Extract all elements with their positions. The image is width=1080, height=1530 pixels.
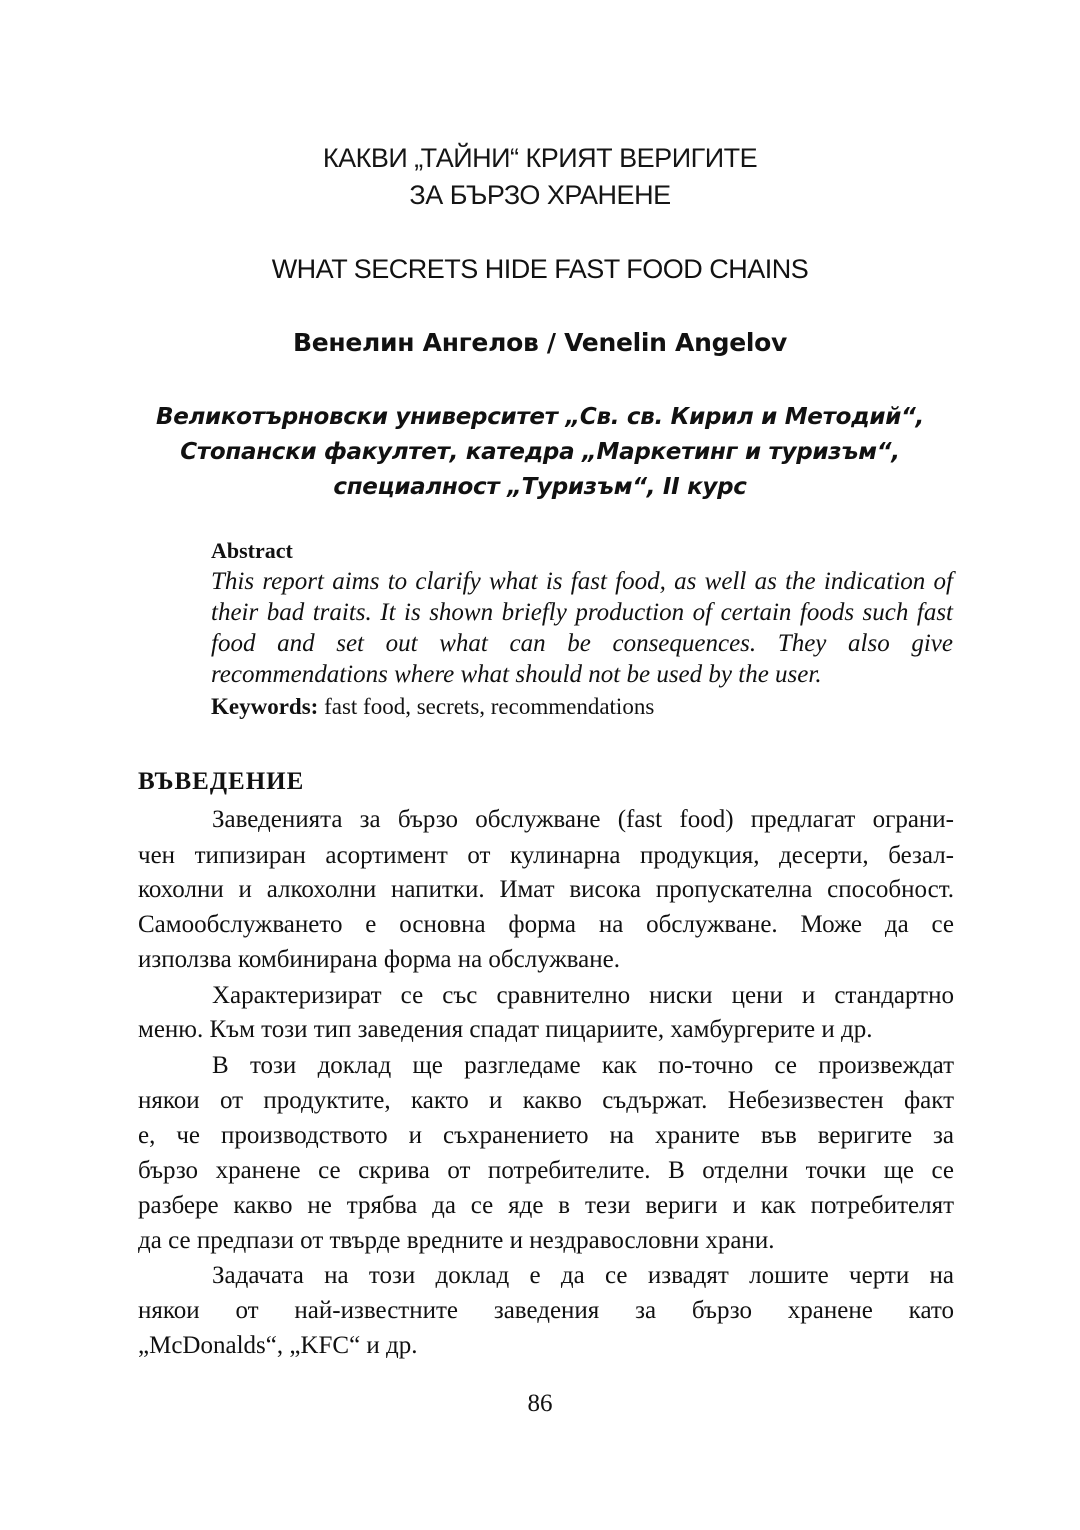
body-line: Характеризират се със сравнително ниски цени и стандартно <box>212 982 954 1009</box>
keywords <box>211 694 654 720</box>
body-line: Самообслужването е основна форма на обслужване. Може да се <box>138 911 954 938</box>
keywords-label: Keywords: <box>211 694 319 719</box>
body-line: някои от продуктите, както и какво съдържат. Небезизвестен факт <box>138 1087 954 1114</box>
title-bg-line-1: КАКВИ „ТАЙНИ“ КРИЯТ ВЕРИГИТЕ <box>322 143 758 173</box>
body-line: да се предпази от твърде вредните и нездравословни храни. <box>138 1227 775 1254</box>
body-line: меню. Към този тип заведения спадат пицариите, хамбургерите и др. <box>138 1016 873 1043</box>
page-number: 86 <box>527 1390 553 1417</box>
affiliation-line-3: специалност „Туризъм“, II курс <box>333 474 747 500</box>
section-heading: ВЪВЕДЕНИЕ <box>138 768 305 795</box>
affiliation-line-2: Стопански факултет, катедра „Маркетинг и туризъм“, <box>180 439 900 465</box>
body-line: чен типизиран асортимент от кулинарна продукция, десерти, безал- <box>138 842 954 869</box>
abstract-line: This report aims to clarify what is fast food, as well as the indication of <box>211 568 953 595</box>
abstract-line: their bad traits. It is shown briefly production of certain foods such fast <box>211 599 953 626</box>
affiliation-line-1: Великотърновски университет „Св. св. Кирил и Методий“, <box>155 404 924 430</box>
body-line: Задачата на този доклад е да се извадят лошите черти на <box>212 1262 954 1289</box>
body-line: Заведенията за бързо обслужване (fast food) предлагат ограни- <box>212 806 954 833</box>
abstract-line: recommendations where what should not be used by the user. <box>211 661 822 688</box>
body-line: е, че производството и съхранението на храните във веригите за <box>138 1122 954 1149</box>
body-line: някои от най-известните заведения за бързо хранене като <box>138 1297 954 1324</box>
title-bg-line-2: ЗА БЪРЗО ХРАНЕНЕ <box>409 180 671 210</box>
body-line: „McDonalds“, „KFC“ и др. <box>138 1332 418 1359</box>
author-name: Венелин Ангелов / Venelin Angelov <box>293 328 787 357</box>
keywords-value: fast food, secrets, recommendations <box>318 694 655 719</box>
body-line: използва комбинирана форма на обслужване. <box>138 946 620 973</box>
body-line: разбере какво не трябва да се яде в тези вериги и как потребителят <box>138 1192 954 1219</box>
abstract-heading: Abstract <box>211 538 293 563</box>
title-en: WHAT SECRETS HIDE FAST FOOD CHAINS <box>271 254 809 284</box>
abstract-line: food and set out what can be consequences. They also give <box>211 630 953 657</box>
body-line: бързо хранене се скрива от потребителите. В отделни точки ще се <box>138 1157 954 1184</box>
body-line: В този доклад ще разгледаме как по-точно се произвеждат <box>212 1052 954 1079</box>
body-line: кохолни и алкохолни напитки. Имат висока пропускателна способност. <box>138 876 954 903</box>
